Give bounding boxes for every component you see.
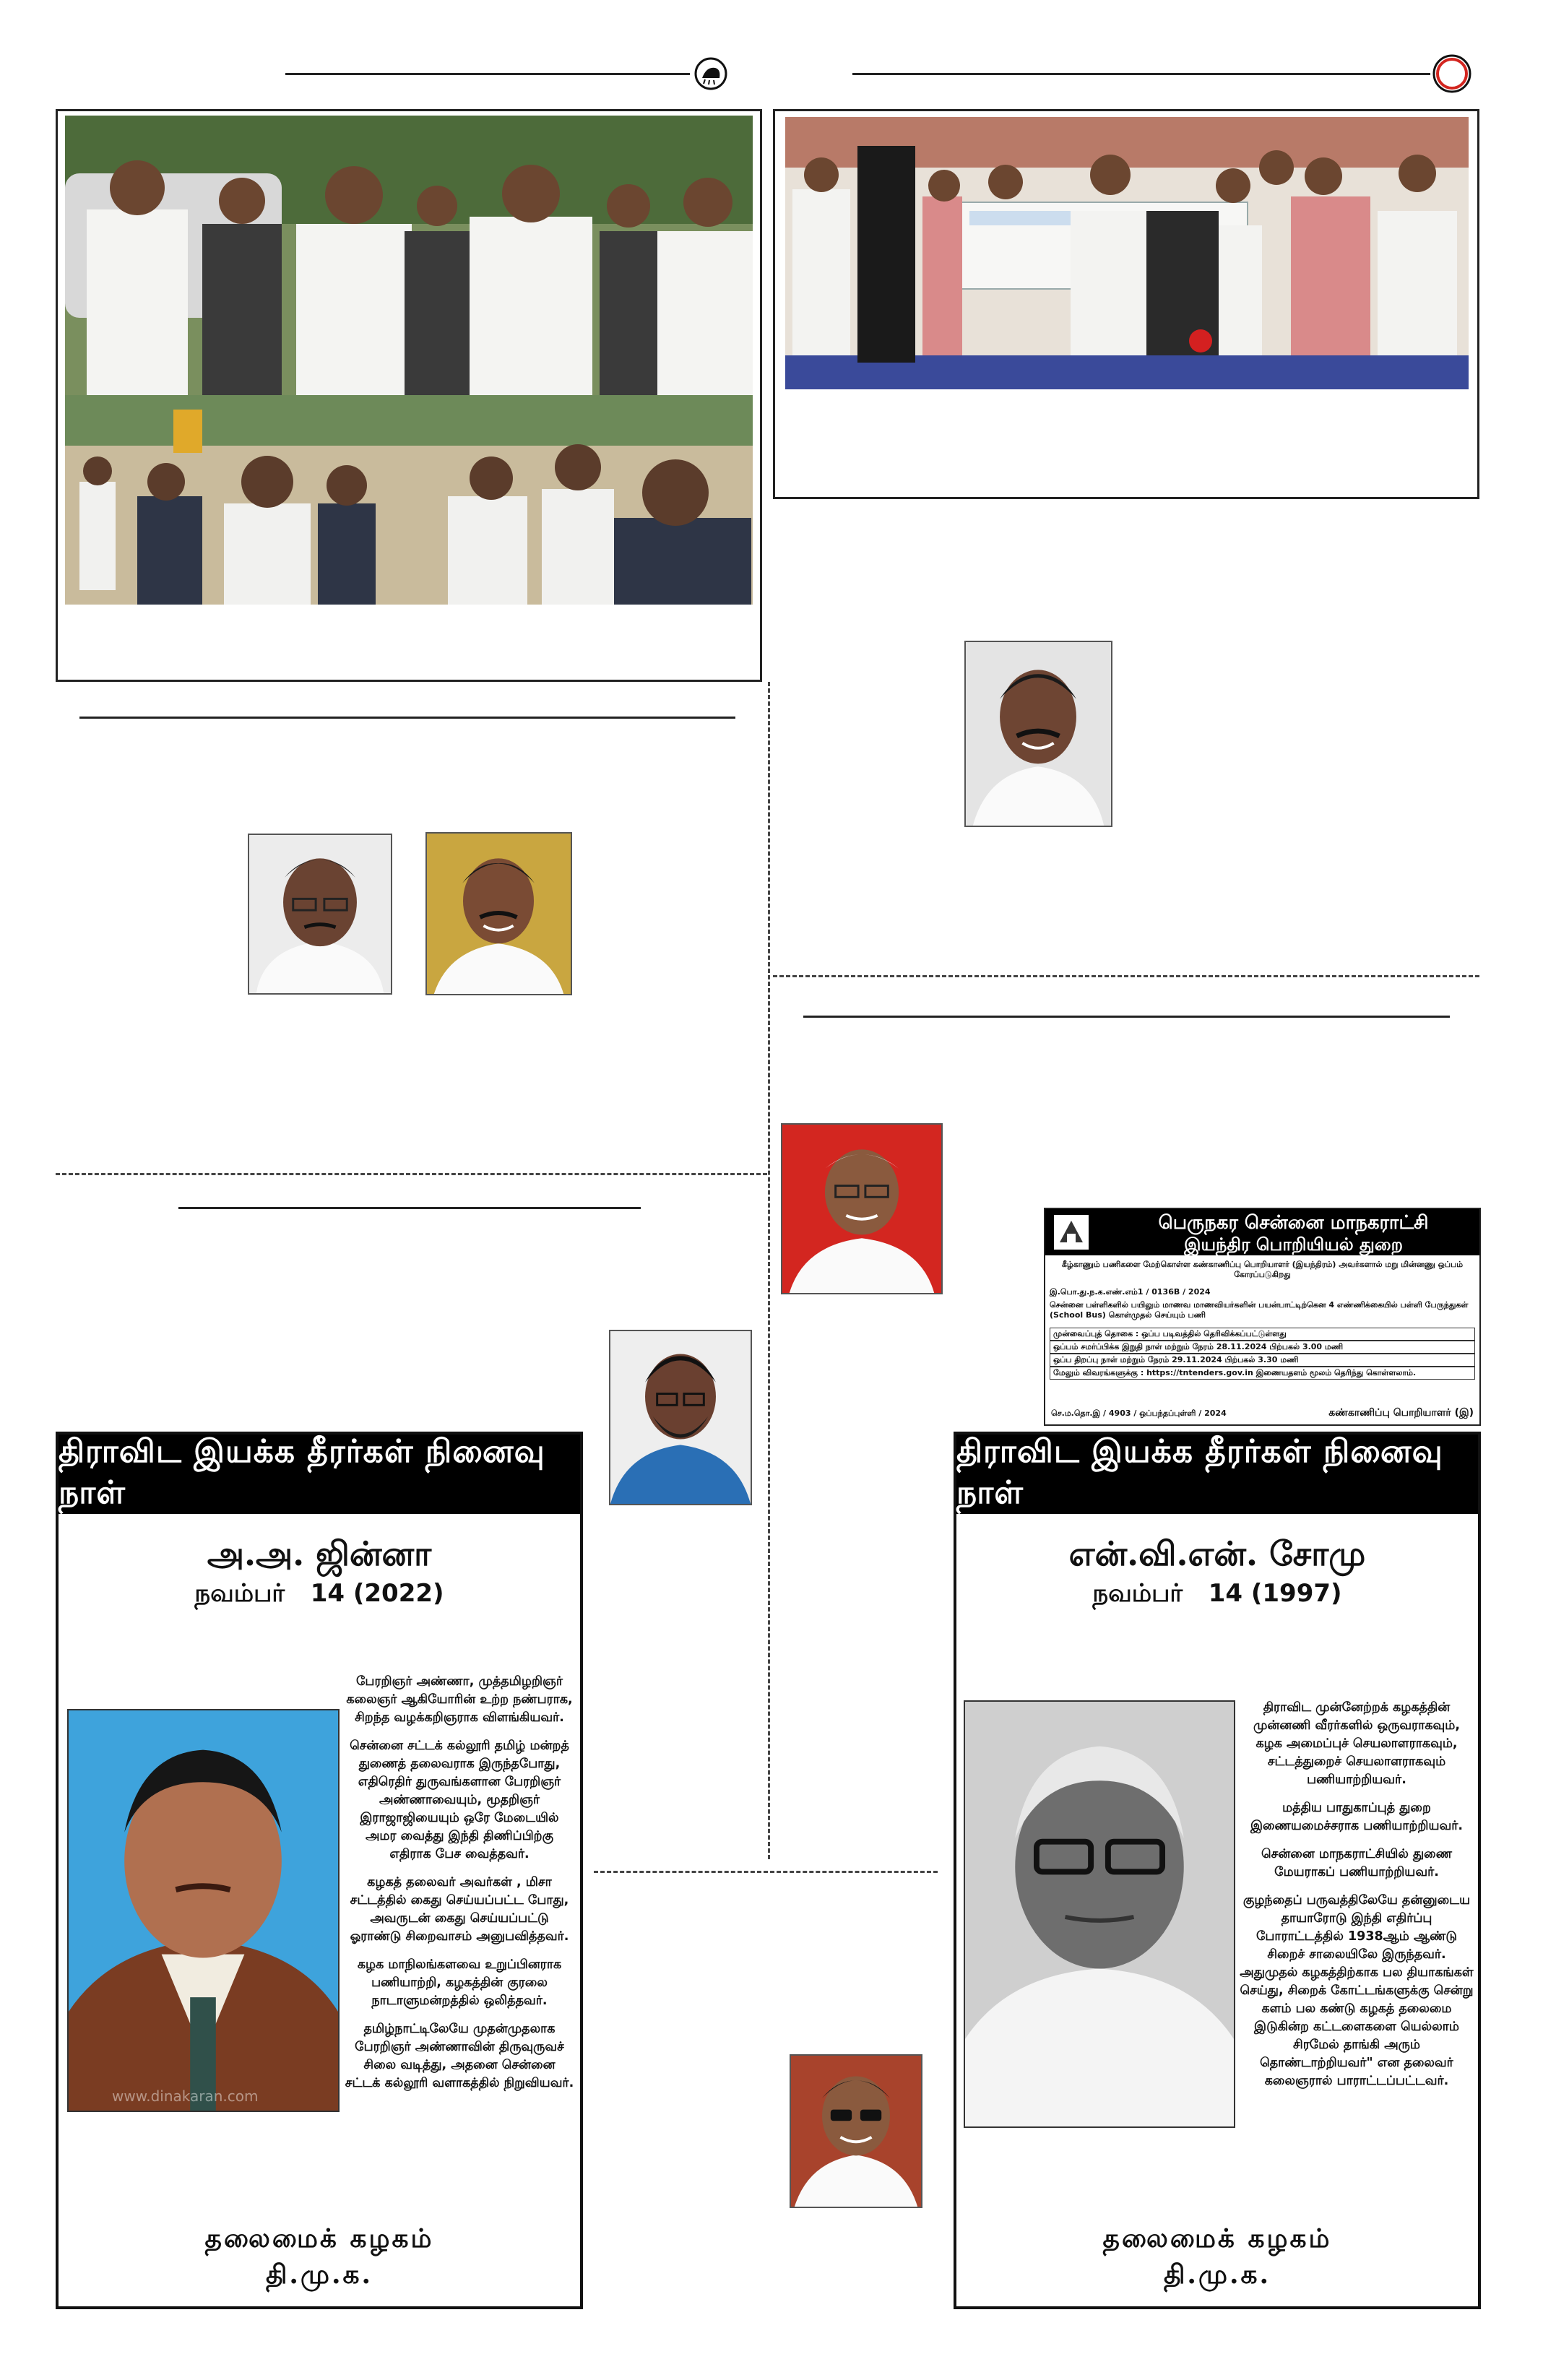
- tribute-paragraph: மத்திய பாதுகாப்புத் துறை இணையமைச்சராக பணியாற்றியவர்.: [1250, 1801, 1464, 1833]
- group-photo-ground-inspection: [65, 395, 753, 605]
- portrait-man-sunglasses: [790, 2054, 922, 2208]
- rising-sun-emblem-icon: [693, 56, 728, 91]
- tribute-signature-party: தி.மு.க.: [265, 2259, 373, 2290]
- tribute-paragraph: கழகத் தலைவர் அவர்கள் , மிசா சட்டத்தில் கைது செய்யப்பட்ட போது, அவருடன் கைது செய்யப்பட்டு ஓராண்டு சிறைவாசம் அனுபவித்தவர்.: [350, 1875, 569, 1944]
- tribute-paragraph: கழக மாநிலங்களவை உறுப்பினராக பணியாற்றி, கழகத்தின் குரலை நாடாளுமன்றத்தில் ஒலித்தவர்.: [357, 1957, 562, 2008]
- tribute-box-right: [954, 1432, 1481, 2309]
- tender-deposit: முன்வைப்புத் தொகை : ஒப்ப படிவத்தில் தெரிவிக்கப்பட்டுள்ளது: [1050, 1328, 1475, 1341]
- headline-rule-left-1: [79, 717, 735, 719]
- portrait-man-spectacles: [248, 834, 392, 995]
- tender-notice: [1044, 1208, 1481, 1426]
- column-divider: [768, 682, 770, 1859]
- tribute-name: அ.அ. ஜின்னா: [207, 1534, 432, 1573]
- headline-rule-left-2: [178, 1207, 641, 1209]
- tender-work: சென்னை பள்ளிகளில் பயிலும் மாணவ மாணவியர்களின் பயன்பாட்டிற்கென 4 எண்ணிக்கையில் பள்ளி பேருந்துகள் (School Bus) கொள்முதல் செய்யும் பணி: [1050, 1300, 1469, 1320]
- portrait-elder-red: [781, 1123, 943, 1294]
- tribute-paragraph: சென்னை மாநகராட்சியில் துணை மேயராகப் பணியாற்றியவர்.: [1261, 1847, 1452, 1879]
- divider-left-mid: [56, 1173, 767, 1175]
- tribute-date: நவம்பர் 14 (1997): [1092, 1579, 1342, 1608]
- tender-more: மேலும் விவரங்களுக்கு : https://tntenders.gov.in இணையதளம் மூலம் தெரிந்து கொள்ளலாம்.: [1050, 1367, 1475, 1380]
- portrait-man-glasses-blue: [609, 1330, 752, 1505]
- photo-frame-visit: [56, 109, 762, 682]
- portrait-man-smiling-right: [964, 641, 1112, 827]
- tender-ref: இ.பொ.து.ந.க.எண்.எம்1 / 0136B / 2024: [1050, 1287, 1211, 1297]
- tribute-photo-jinna: [67, 1709, 340, 2112]
- watermark-text: www.dinakaran.com: [112, 2087, 259, 2105]
- tribute-paragraph: தமிழ்நாட்டிலேயே முதன்முதலாக பேரறிஞர் அண்ணாவின் திருவுருவச் சிலை வடித்து, அதனை சென்னை சட்டக் கல்லூரி வளாகத்தில் நிறுவியவர்.: [345, 2022, 574, 2090]
- header-rule-right: [852, 73, 1430, 75]
- tribute-banner: திராவிட இயக்க தீரர்கள் நினைவு நாள்: [956, 1435, 1478, 1514]
- tribute-text-left: [345, 1673, 574, 2103]
- tribute-signature-org: தலைமைக் கழகம்: [204, 2223, 434, 2254]
- tribute-banner: திராவிட இயக்க தீரர்கள் நினைவு நாள்: [59, 1435, 580, 1514]
- corporation-seal-icon: [1053, 1213, 1090, 1251]
- tribute-paragraph: குழந்தைப் பருவத்திலேயே தன்னுடைய தாயாரோடு இந்தி எதிர்ப்பு போராட்டத்தில் 1938ஆம் ஆண்டு சிறைச் சாலையிலே இருந்தவர். அதுமுதல் கழகத்திற்காக பல தியாகங்கள் செய்து, சிறைக் கோட்டங்களுக்கு சென்று களம் பல கண்டு கழகத் தலைமை இடுகின்ற கட்டளைகளை யெல்லாம் சிரமேல் தாங்கி அரும் தொண்டாற்றியவர்" என தலைவர் கலைஞரால் பாராட்டப்பட்டவர்.: [1240, 1893, 1474, 2088]
- tender-intro: கீழ்காணும் பணிகளை மேற்கொள்ள கண்காணிப்பு பொறியாளர் (இயந்திரம்) அவர்களால் மறு மின்னணு ஒப்பம் கோரப்படுகிறது: [1061, 1260, 1464, 1279]
- tender-footer-ref: செ.ம.தொ.இ / 4903 / ஒப்பந்தப்புள்ளி / 2024: [1051, 1408, 1227, 1418]
- tribute-signature-org: தலைமைக் கழகம்: [1102, 2223, 1332, 2254]
- divider-right-upper: [773, 975, 1479, 977]
- divider-center-lower: [594, 1871, 938, 1873]
- tribute-name: என்.வி.என். சோமு: [1068, 1534, 1366, 1573]
- tribute-paragraph: பேரறிஞர் அண்ணா, முத்தமிழறிஞர் கலைஞர் ஆகியோரின் உற்ற நண்பராக, சிறந்த வழக்கறிஞராக விளங்கியவர்.: [346, 1674, 573, 1725]
- tribute-paragraph: திராவிட முன்னேற்றக் கழகத்தின் முன்னணி வீரர்களில் ஒருவராகவும், கழக அமைப்புச் செயலாளராகவும், சட்டத்துறைச் செயலாளராகவும் பணியாற்றியவர்.: [1253, 1700, 1461, 1787]
- tender-submit: ஒப்பம் சமர்ப்பிக்க இறுதி நாள் மற்றும் நேரம் 28.11.2024 பிற்பகல் 3.00 மணி: [1050, 1341, 1475, 1354]
- tribute-text-right: [1240, 1699, 1474, 2100]
- tender-title-line1: பெருநகர சென்னை மாநகராட்சி: [1158, 1212, 1429, 1234]
- tender-title-line2: இயந்திர பொறியியல் துறை: [1184, 1234, 1403, 1255]
- tender-header: [1045, 1209, 1479, 1255]
- tender-footer-sign: கண்காணிப்பு பொறியாளர் (இ): [1328, 1407, 1474, 1419]
- tribute-paragraph: சென்னை சட்டக் கல்லூரி தமிழ் மன்றத் துணைத் தலைவராக இருந்தபோது, எதிரெதிர் துருவங்களான பேரறிஞர் அண்ணாவையும், மூதறிஞர் இராஜாஜியையும் ஒரே மேடையில் அமர வைத்து இந்தி திணிப்பிற்கு எதிராக பேச வைத்தவர்.: [350, 1739, 569, 1861]
- tender-open: ஒப்ப திறப்பு நாள் மற்றும் நேரம் 29.11.2024 பிற்பகல் 3.30 மணி: [1050, 1354, 1475, 1367]
- headline-rule-right-1: [803, 1016, 1450, 1018]
- group-photo-officials: [65, 116, 753, 395]
- header-rule-left: [285, 73, 690, 75]
- portrait-man-smiling-gold: [425, 832, 572, 995]
- circle-emblem-icon: [1432, 53, 1472, 94]
- tribute-box-left: [56, 1432, 583, 2309]
- cheque-presentation-photo: [785, 117, 1469, 389]
- tribute-date: நவம்பர் 14 (2022): [194, 1579, 444, 1608]
- tribute-signature-party: தி.மு.க.: [1163, 2259, 1271, 2290]
- photo-frame-cheque: [773, 109, 1479, 499]
- tribute-photo-somu: [964, 1700, 1235, 2128]
